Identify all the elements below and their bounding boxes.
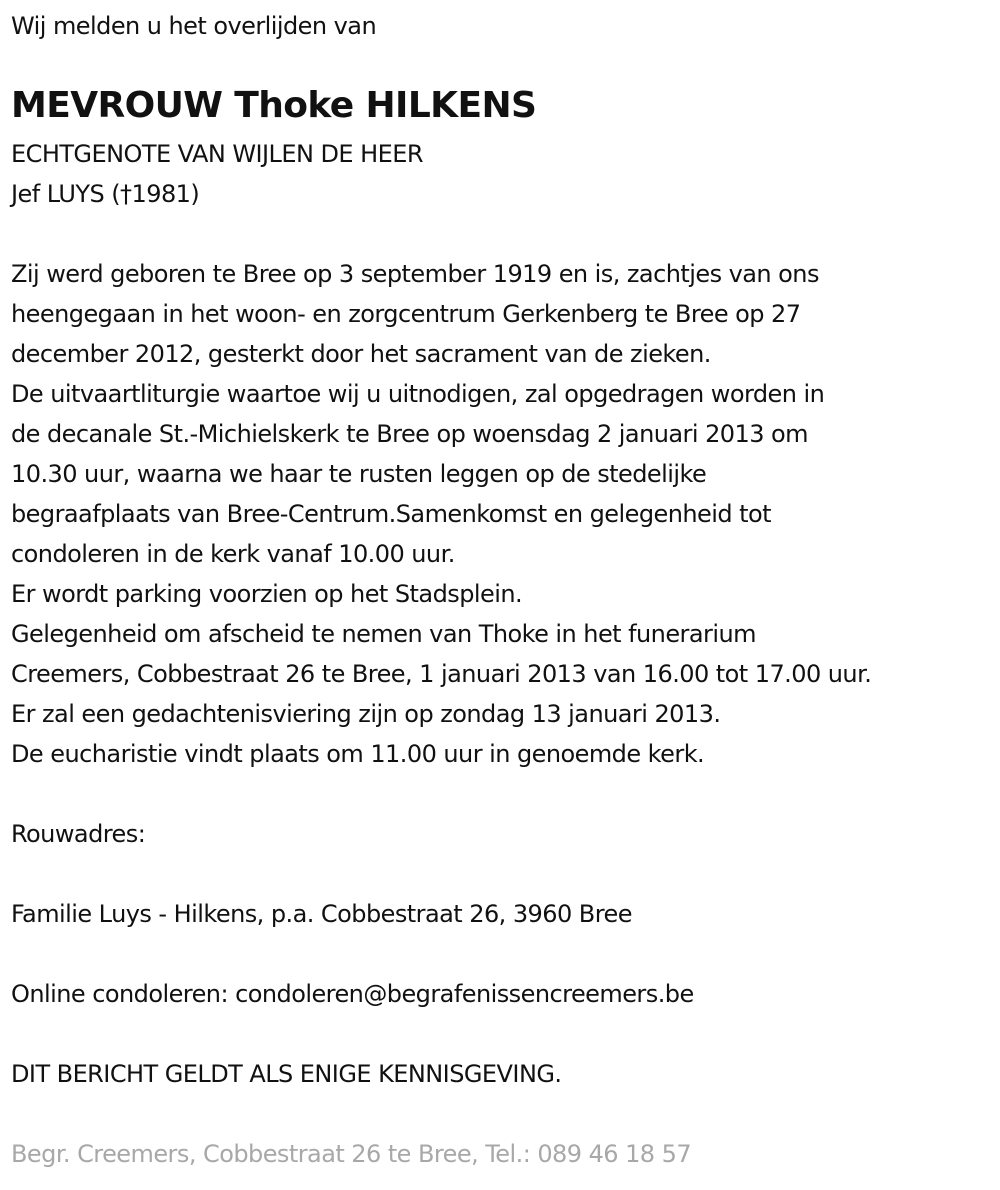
spouse-line: ECHTGENOTE VAN WIJLEN DE HEER: [11, 140, 423, 168]
body-line: de decanale St.-Michielskerk te Bree op woensdag 2 januari 2013 om: [11, 420, 808, 448]
online-condolence: Online condoleren: condoleren@begrafenissencreemers.be: [11, 980, 694, 1008]
notice-body: [11, 254, 871, 774]
rouwadres-label: Rouwadres:: [11, 820, 146, 848]
body-line: De eucharistie vindt plaats om 11.00 uur in genoemde kerk.: [11, 740, 705, 768]
spouse-name: Jef LUYS (†1981): [11, 180, 200, 208]
funeral-home-footer: Begr. Creemers, Cobbestraat 26 te Bree, Tel.: 089 46 18 57: [11, 1140, 692, 1168]
body-line: begraafplaats van Bree-Centrum.Samenkomst en gelegenheid tot: [11, 500, 772, 528]
deceased-name: MEVROUW Thoke HILKENS: [11, 85, 537, 126]
body-line: 10.30 uur, waarna we haar te rusten leggen op de stedelijke: [11, 460, 707, 488]
intro-text: Wij melden u het overlijden van: [11, 12, 377, 40]
body-line: De uitvaartliturgie waartoe wij u uitnodigen, zal opgedragen worden in: [11, 380, 825, 408]
body-line: december 2012, gesterkt door het sacrament van de zieken.: [11, 340, 711, 368]
body-line: Creemers, Cobbestraat 26 te Bree, 1 januari 2013 van 16.00 tot 17.00 uur.: [11, 660, 872, 688]
body-line: Er zal een gedachtenisviering zijn op zondag 13 januari 2013.: [11, 700, 721, 728]
family-address: Familie Luys - Hilkens, p.a. Cobbestraat 26, 3960 Bree: [11, 900, 632, 928]
body-line: Zij werd geboren te Bree op 3 september 1919 en is, zachtjes van ons: [11, 260, 819, 288]
body-line: condoleren in de kerk vanaf 10.00 uur.: [11, 540, 455, 568]
body-line: Gelegenheid om afscheid te nemen van Thoke in het funerarium: [11, 620, 756, 648]
sole-notice: DIT BERICHT GELDT ALS ENIGE KENNISGEVING.: [11, 1060, 562, 1088]
body-line: heengegaan in het woon- en zorgcentrum Gerkenberg te Bree op 27: [11, 300, 801, 328]
body-line: Er wordt parking voorzien op het Stadsplein.: [11, 580, 523, 608]
